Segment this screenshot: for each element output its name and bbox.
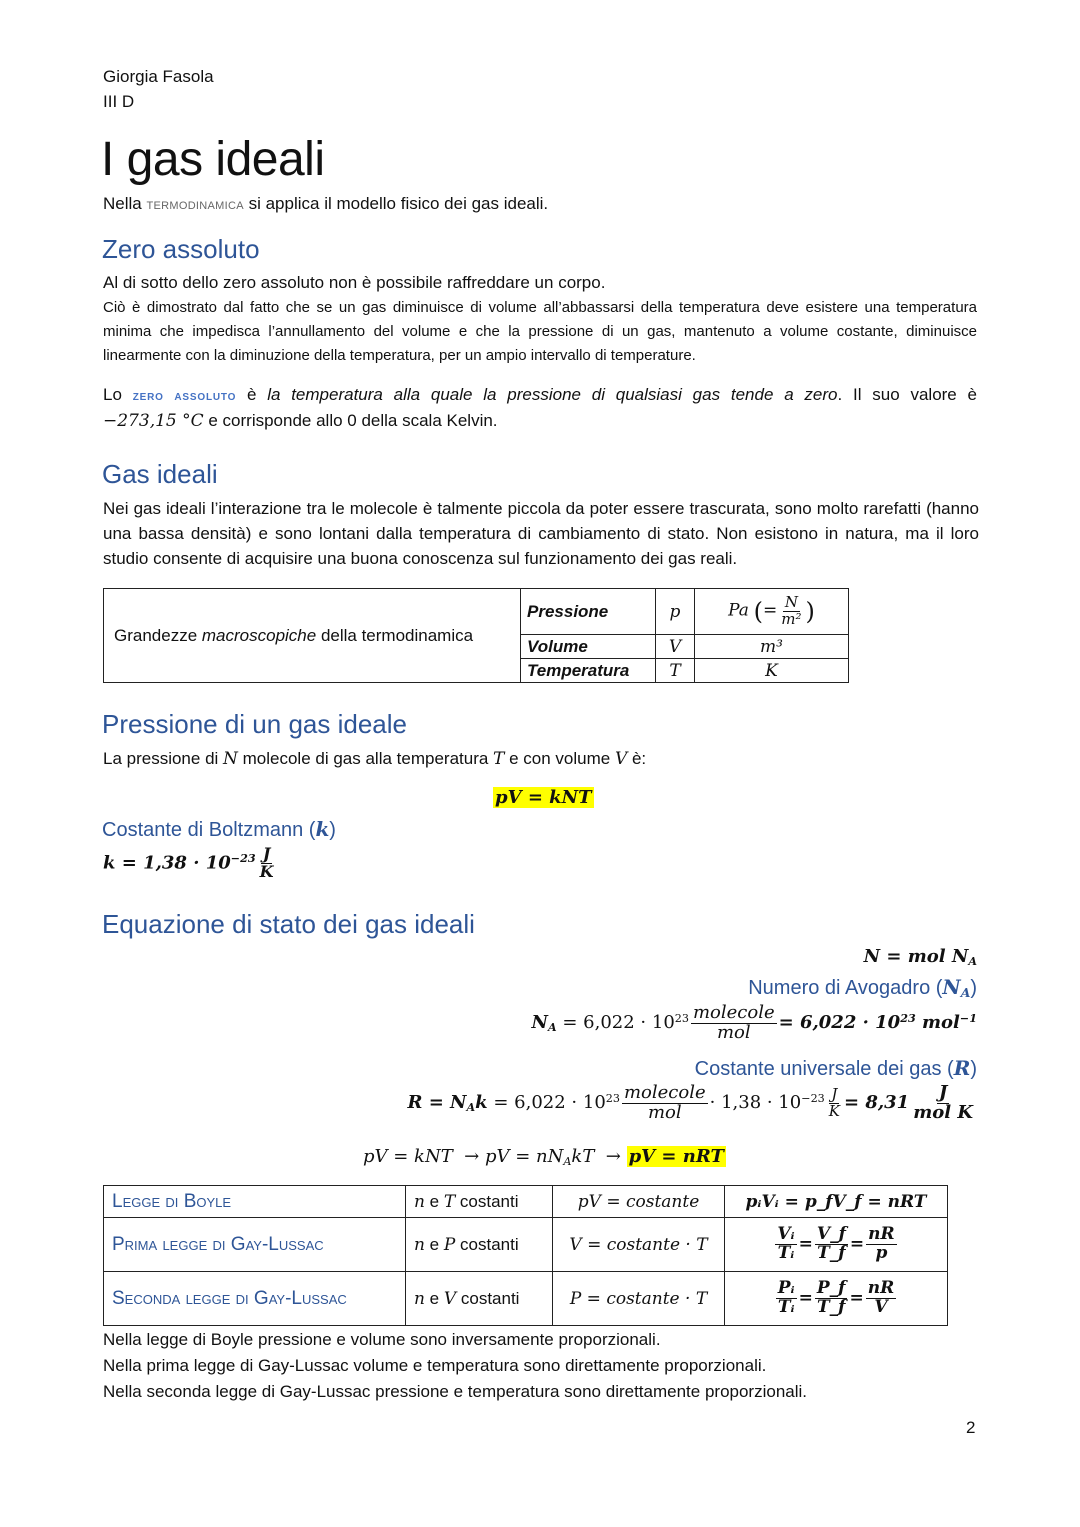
num: J <box>831 1085 838 1104</box>
num: V_f <box>816 1224 846 1245</box>
author-name: Giorgia Fasola <box>103 67 214 86</box>
label-prefix: Grandezze <box>114 625 202 645</box>
law-relation: V = costante · T <box>553 1218 725 1272</box>
boltzmann-value <box>103 846 278 881</box>
text: molecole di gas alla temperatura <box>237 749 494 768</box>
formula-pv-nrt: pV = nRT <box>628 1146 724 1167</box>
gas-ideali-paragraph: Nei gas ideali l’interazione tra le molecole è talmente piccola da poter essere trascurata, sono molto rarefatti (hanno una bassa densità) e sono lontani dalla temperatura di cambiamento di stato. Non esistono in natura, ma il loro studio consente di acquisire una buona conoscenza sul funzionamento dei gas reali. <box>103 499 979 568</box>
text: Costante di Boltzmann ( <box>102 819 316 841</box>
def-after: . Il suo valore è <box>837 385 977 404</box>
avogadro-label <box>748 975 977 1000</box>
formula-r <box>407 1084 977 1123</box>
num: Pᵢ <box>777 1278 795 1299</box>
pressione-paragraph <box>103 746 646 772</box>
formula-text: pV = kNT <box>495 787 592 808</box>
section-heading-equazione: Equazione di stato dei gas ideali <box>102 909 475 939</box>
table-row <box>104 1186 948 1218</box>
text: costanti <box>456 1288 520 1308</box>
law-formula: $\frac{\text{Vᵢ}}{\text{Tᵢ}}$ = $\frac{V\_f}{T\_f}$ = $\frac{nR}{p}$ <box>725 1218 948 1272</box>
text: = 8,31 <box>843 1092 910 1114</box>
quantity-unit: Pa (= $\frac{N}{\text{m²}}$ ) <box>695 589 849 635</box>
text: N <box>531 1012 548 1034</box>
text: mol <box>915 1012 960 1034</box>
law-relation: pV = costante <box>553 1186 725 1218</box>
zero-assoluto-value-line <box>103 408 498 434</box>
text: ) <box>329 819 336 841</box>
quantity-name: Volume <box>521 635 656 659</box>
den: K <box>828 1101 840 1120</box>
text: e con volume <box>504 749 615 768</box>
exp: 23 <box>674 1012 689 1026</box>
law-condition <box>406 1218 553 1272</box>
quantity-name: Pressione <box>521 589 656 635</box>
var: T <box>443 1191 456 1212</box>
text: R = N <box>407 1092 467 1114</box>
exp: −23 <box>801 1092 825 1106</box>
page-number: 2 <box>966 1418 976 1437</box>
text: e <box>424 1234 444 1254</box>
text: pV = kNT → pV = nN <box>363 1146 564 1167</box>
unit-den: m² <box>781 610 802 628</box>
intro-paragraph <box>103 191 548 217</box>
zero-assoluto-definition <box>103 382 977 408</box>
quantity-unit: m³ <box>695 635 849 659</box>
text: La pressione di <box>103 749 224 768</box>
text: e <box>424 1288 444 1308</box>
quantity-unit: K <box>695 659 849 683</box>
num: Vᵢ <box>777 1224 795 1245</box>
text: è: <box>627 749 647 768</box>
law-relation: P = costante · T <box>553 1272 725 1326</box>
def-italic: la temperatura alla quale la pressione di qualsiasi gas tende a zero <box>267 385 838 404</box>
text: costanti <box>455 1191 519 1211</box>
page-title: I gas ideali <box>101 133 325 186</box>
leggi-table <box>103 1185 948 1326</box>
var: n <box>414 1234 425 1255</box>
text: = 6,022 · 10 <box>556 1012 675 1034</box>
num: P_f <box>816 1278 846 1299</box>
law-formula: pᵢVᵢ = p_fV_f = nRT <box>725 1186 948 1218</box>
text: ) <box>970 977 977 999</box>
sub: A <box>563 1154 572 1168</box>
text: · 1,38 · 10 <box>709 1092 802 1114</box>
text: costanti <box>455 1234 519 1254</box>
intro-suffix: si applica il modello fisico dei gas ideali. <box>243 194 549 213</box>
law-condition <box>406 1272 553 1326</box>
zero-assoluto-p1: Al di sotto dello zero assoluto non è possibile raffreddare un corpo. <box>103 273 606 292</box>
sub: A <box>547 1020 557 1034</box>
grandezze-table <box>103 588 849 683</box>
den: Tᵢ <box>777 1243 795 1263</box>
zero-assoluto-p2: Ciò è dimostrato dal fatto che se un gas diminuisce di volume all’abbassarsi della temperatura deve esistere una temperatura minima che impedisca l’annullamento del volume e che la pressione di un gas, mantenuto a volume costante, diminuisce linearmente con la diminuzione della temperatura, per un ampio intervallo di temperature. <box>103 299 977 364</box>
grandezze-label-cell <box>104 589 521 683</box>
k-unit-den: K <box>259 861 274 881</box>
text: N = mol N <box>863 946 969 967</box>
k-unit-num: J <box>262 844 271 863</box>
quantity-symbol: p <box>656 589 695 635</box>
label-suffix: della termodinamica <box>316 625 474 645</box>
formula-n-mol <box>864 946 977 967</box>
exp: 23 <box>605 1092 620 1106</box>
text: ) <box>970 1058 977 1080</box>
num: nR <box>867 1278 895 1299</box>
text: = 6,022 · 10 <box>487 1092 606 1114</box>
law-condition <box>406 1186 553 1218</box>
var: n <box>414 1191 425 1212</box>
exp: 23 <box>900 1012 916 1026</box>
var-v: V <box>614 749 628 769</box>
var-t: T <box>493 749 505 769</box>
def-mid: è <box>236 385 268 404</box>
num: molecole <box>692 1002 775 1023</box>
note-gay-lussac-2: Nella seconda legge di Gay-Lussac pressione e temperatura sono direttamente proporzionali. <box>103 1382 808 1401</box>
note-boyle: Nella legge di Boyle pressione e volume sono inversamente proporzionali. <box>103 1330 661 1349</box>
k-exp: −23 <box>230 852 256 866</box>
table-row <box>104 1218 948 1272</box>
var-n: N <box>223 749 238 769</box>
den: T_f <box>816 1297 846 1317</box>
num: nR <box>868 1224 895 1245</box>
text: = 6,022 · 10 <box>778 1012 901 1034</box>
den: mol <box>647 1101 682 1123</box>
label-italic: macroscopiche <box>201 625 317 645</box>
den: p <box>875 1243 888 1263</box>
sub: A <box>968 954 977 968</box>
var: V <box>443 1288 457 1309</box>
den: mol <box>716 1021 751 1043</box>
section-heading-pressione: Pressione di un gas ideale <box>102 709 407 739</box>
symbol-k: k <box>315 817 330 841</box>
unit-num: N <box>784 593 798 612</box>
formula-chain <box>363 1146 726 1167</box>
intro-prefix: Nella <box>103 194 147 213</box>
sub: A <box>960 985 971 1001</box>
symbol: R <box>953 1056 971 1080</box>
law-formula: $\frac{\text{Pᵢ}}{\text{Tᵢ}}$ = $\frac{P\_f}{T\_f}$ = $\frac{nR}{V}$ <box>725 1272 948 1326</box>
note-gay-lussac-1: Nella prima legge di Gay-Lussac volume e temperatura sono direttamente proporzionali. <box>103 1356 767 1375</box>
law-name: Prima legge di Gay-Lussac <box>104 1218 406 1272</box>
law-name: Legge di Boyle <box>104 1186 406 1218</box>
text: k <box>475 1092 488 1114</box>
formula-avogadro <box>532 1004 977 1043</box>
num: molecole <box>623 1082 706 1103</box>
den: V <box>874 1297 888 1317</box>
text: Numero di Avogadro ( <box>748 977 943 999</box>
text: e <box>424 1191 444 1211</box>
unit-pa: Pa <box>728 600 749 621</box>
law-name: Seconda legge di Gay-Lussac <box>104 1272 406 1326</box>
den: mol K <box>913 1101 973 1123</box>
def-prefix: Lo <box>103 385 133 404</box>
symbol: N <box>942 975 961 999</box>
text: Costante universale dei gas ( <box>694 1058 954 1080</box>
num: J <box>938 1082 948 1103</box>
exp: −1 <box>959 1012 977 1026</box>
def-end: e corrisponde allo 0 della scala Kelvin. <box>203 411 498 430</box>
term-zero-assoluto: zero assoluto <box>132 387 237 403</box>
quantity-symbol: V <box>656 635 695 659</box>
text: kT → <box>571 1146 627 1167</box>
section-heading-zero-assoluto: Zero assoluto <box>102 234 260 264</box>
den: Tᵢ <box>777 1297 795 1317</box>
zero-value: −273,15 °C <box>103 411 204 431</box>
formula-pv-knt <box>493 787 594 808</box>
section-heading-gas-ideali: Gas ideali <box>102 459 218 489</box>
den: T_f <box>817 1243 846 1263</box>
sub: A <box>466 1100 476 1114</box>
r-label <box>695 1056 977 1081</box>
var: P <box>443 1234 456 1255</box>
var: n <box>414 1288 425 1309</box>
term-termodinamica: termodinamica <box>146 196 244 213</box>
class-label: III D <box>103 92 135 111</box>
quantity-symbol: T <box>656 659 695 683</box>
quantity-name: Temperatura <box>521 659 656 683</box>
table-row <box>104 1272 948 1326</box>
k-value: k = 1,38 · 10 <box>103 852 231 874</box>
boltzmann-heading <box>102 817 336 842</box>
